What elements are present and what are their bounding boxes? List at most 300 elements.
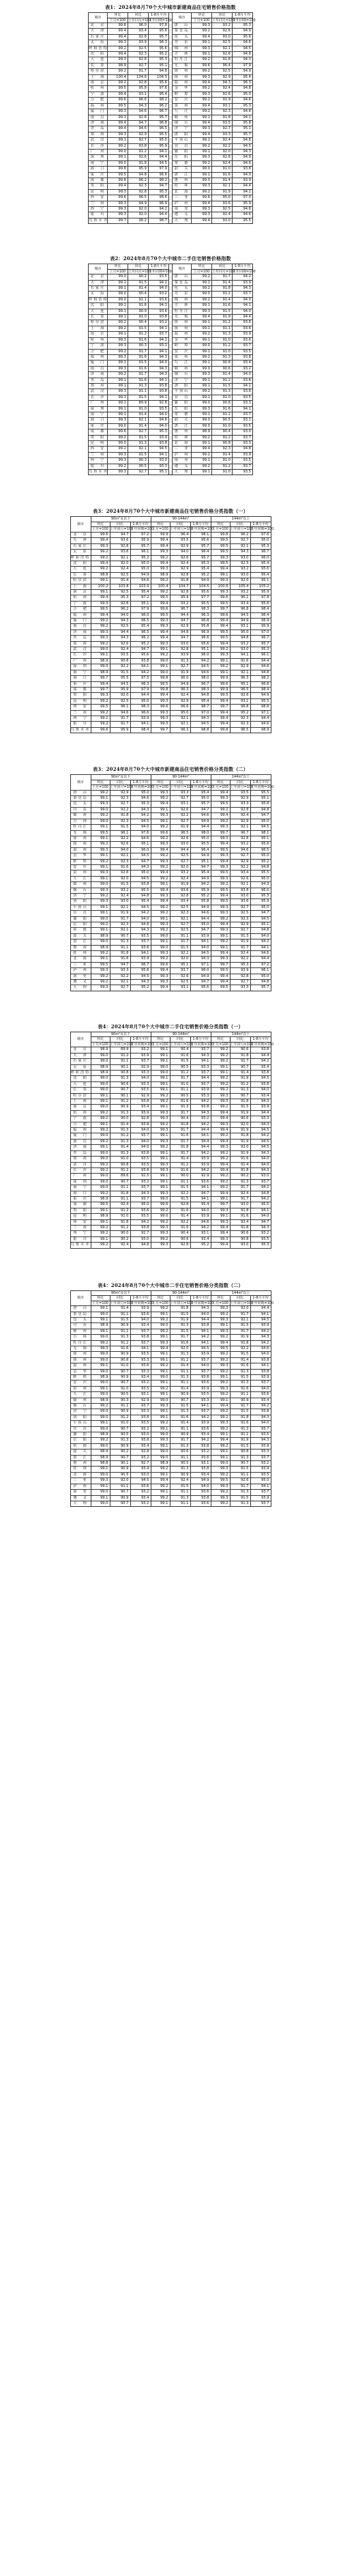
header-sublabel: 上月=100 <box>151 1042 170 1047</box>
value-cell: 99.1 <box>151 1150 170 1156</box>
value-cell: 95.2 <box>250 859 271 864</box>
value-cell: 93.2 <box>130 1455 151 1460</box>
value-cell: 93.5 <box>149 274 169 280</box>
table-row <box>70 859 271 864</box>
value-cell: 93.9 <box>128 40 149 46</box>
data-table <box>88 264 256 475</box>
value-cell: 99.5 <box>91 962 110 967</box>
value-cell: 92.6 <box>170 555 190 561</box>
header-sublabel: 上月=100 <box>91 1042 110 1047</box>
value-cell: 92.5 <box>170 980 190 985</box>
city-cell: 惠 州 <box>173 178 192 183</box>
value-cell: 93.8 <box>130 1415 151 1420</box>
value-cell: 94.4 <box>190 825 211 830</box>
city-cell: 呼和浩特 <box>89 297 108 302</box>
value-cell: 93.8 <box>250 1357 271 1363</box>
value-cell: 99.4 <box>192 34 212 40</box>
value-cell: 99.6 <box>211 595 230 601</box>
table-row <box>70 567 271 572</box>
value-cell: 91.1 <box>170 1501 190 1506</box>
table-row <box>70 1064 271 1070</box>
value-cell: 90.6 <box>110 1081 130 1087</box>
header-sublabel: 上年同期=100 <box>190 1301 214 1305</box>
value-cell: 93.7 <box>149 332 169 337</box>
value-cell: 94.6 <box>128 109 149 115</box>
value-cell: 99.3 <box>192 406 212 412</box>
header-sublabel: 上年同期=100 <box>250 527 274 532</box>
value-cell: 94.5 <box>250 1076 271 1081</box>
value-cell: 91.3 <box>230 1381 250 1386</box>
value-cell: 94.2 <box>130 670 151 675</box>
value-cell: 96.7 <box>130 962 151 967</box>
value-cell: 94.1 <box>149 149 169 154</box>
value-cell: 99.0 <box>91 819 110 824</box>
value-cell: 96.8 <box>149 120 169 126</box>
table-row <box>89 218 253 223</box>
value-cell: 92.4 <box>110 893 130 898</box>
value-cell: 94.3 <box>130 928 151 933</box>
value-cell: 92.2 <box>230 957 250 962</box>
value-cell: 99.1 <box>151 647 170 653</box>
value-cell: 94.4 <box>190 1145 211 1150</box>
value-cell: 93.4 <box>230 601 250 606</box>
value-cell: 94.0 <box>233 297 253 302</box>
city-cell: 牡丹江 <box>70 825 91 830</box>
value-cell: 92.2 <box>230 1346 250 1351</box>
table-row <box>89 143 253 149</box>
value-cell: 95.9 <box>250 899 271 905</box>
table-row <box>89 138 253 143</box>
header-label: 同比 <box>170 522 190 527</box>
value-cell: 99.1 <box>151 1335 170 1340</box>
city-cell: 南 充 <box>70 1490 91 1495</box>
value-cell: 99.3 <box>192 126 212 132</box>
city-cell: 重 庆 <box>70 681 91 687</box>
value-cell: 94.7 <box>190 807 211 812</box>
value-cell: 99.2 <box>192 452 212 457</box>
city-cell: 青 岛 <box>70 636 91 641</box>
value-cell: 99.1 <box>192 395 212 400</box>
value-cell: 96.3 <box>190 612 211 618</box>
value-cell: 91.1 <box>170 1381 190 1386</box>
value-cell: 93.3 <box>170 790 190 795</box>
value-cell: 92.7 <box>230 928 250 933</box>
value-cell: 94.2 <box>130 813 151 819</box>
value-cell: 93.7 <box>130 1196 151 1202</box>
value-cell: 91.3 <box>230 1455 250 1460</box>
value-cell: 96.1 <box>250 968 271 974</box>
city-cell: 乌鲁木齐 <box>70 1243 91 1247</box>
value-cell: 91.4 <box>230 1071 250 1076</box>
value-cell: 95.9 <box>190 888 211 893</box>
value-cell: 99.3 <box>91 847 110 853</box>
value-cell: 91.6 <box>128 366 149 371</box>
value-cell: 93.9 <box>130 1306 151 1312</box>
value-cell: 99.0 <box>151 945 170 950</box>
city-cell: 昆 明 <box>70 698 91 704</box>
value-cell: 92.4 <box>170 693 190 698</box>
value-cell: 93.0 <box>212 218 233 223</box>
value-cell: 93.6 <box>190 1381 211 1386</box>
value-cell: 99.0 <box>91 1174 110 1179</box>
value-cell: 95.5 <box>233 218 253 223</box>
value-cell: 99.2 <box>91 1110 110 1116</box>
value-cell: 91.4 <box>230 1162 250 1167</box>
value-cell: 93.6 <box>212 201 233 206</box>
table-row <box>89 435 253 440</box>
value-cell: 92.7 <box>130 1461 151 1467</box>
value-cell: 94.3 <box>250 1122 271 1127</box>
table-row <box>89 441 253 447</box>
value-cell: 99.4 <box>211 951 230 957</box>
city-cell: 秦皇岛 <box>70 1312 91 1317</box>
value-cell: 96.0 <box>190 968 211 974</box>
value-cell: 95.0 <box>130 561 151 566</box>
header-label: 环比 <box>151 1037 170 1043</box>
value-cell: 91.3 <box>110 1139 130 1144</box>
header-city: 城市 <box>70 775 91 791</box>
header-label: 同比 <box>230 1296 250 1301</box>
value-cell: 99.2 <box>211 1150 230 1156</box>
value-cell: 91.2 <box>212 464 233 469</box>
value-cell: 91.1 <box>128 389 149 395</box>
value-cell: 95.9 <box>233 201 253 206</box>
value-cell: 99.5 <box>211 985 230 991</box>
value-cell: 99.0 <box>192 343 212 349</box>
city-cell: 武 汉 <box>70 647 91 653</box>
value-cell: 99.5 <box>151 681 170 687</box>
header-label: 同比 <box>212 264 233 270</box>
header-city: 城市 <box>70 517 91 533</box>
table-row <box>89 452 253 457</box>
value-cell: 95.0 <box>130 790 151 795</box>
value-cell: 92.3 <box>110 859 130 864</box>
value-cell: 99.5 <box>151 612 170 618</box>
header-label: 同比 <box>230 1037 250 1043</box>
city-cell: 北 京 <box>89 23 108 29</box>
value-cell: 94.7 <box>190 980 211 985</box>
value-cell: 99.2 <box>151 905 170 910</box>
value-cell: 99.4 <box>211 1167 230 1173</box>
value-cell: 94.1 <box>130 951 151 957</box>
header-row <box>70 517 271 522</box>
value-cell: 99.0 <box>91 1381 110 1386</box>
value-cell: 99.2 <box>108 464 128 469</box>
value-cell: 95.0 <box>130 698 151 704</box>
value-cell: 99.3 <box>151 790 170 795</box>
city-cell: 贵 阳 <box>70 1208 91 1213</box>
value-cell: 99.5 <box>91 607 110 612</box>
value-cell: 99.2 <box>91 859 110 864</box>
value-cell: 90.8 <box>110 1162 130 1167</box>
city-cell: 深 圳 <box>70 1179 91 1185</box>
value-cell: 91.1 <box>110 1329 130 1334</box>
value-cell: 91.1 <box>230 1432 250 1438</box>
value-cell: 92.6 <box>212 155 233 160</box>
value-cell: 93.9 <box>230 968 250 974</box>
value-cell: 99.3 <box>211 1317 230 1322</box>
table-row <box>70 1167 271 1173</box>
value-cell: 94.1 <box>233 383 253 388</box>
header-sublabel: 上年同月=100 <box>230 527 254 532</box>
value-cell: 99.1 <box>91 1099 110 1105</box>
value-cell: 99.6 <box>211 612 230 618</box>
value-cell: 90.5 <box>128 464 149 469</box>
city-cell: 厦 门 <box>89 360 108 366</box>
value-cell: 96.2 <box>128 218 149 223</box>
value-cell: 96.6 <box>149 172 169 178</box>
header-sublabel: 上年同期=100 <box>190 785 214 790</box>
city-cell: 韶 关 <box>173 418 192 423</box>
value-cell: 99.4 <box>151 561 170 566</box>
header-sublabel: 上年同期=100 <box>190 1042 214 1047</box>
value-cell: 91.2 <box>212 320 233 326</box>
value-cell: 94.0 <box>250 1214 271 1219</box>
value-cell: 94.5 <box>130 853 151 859</box>
value-cell: 95.4 <box>190 871 211 876</box>
value-cell: 93.5 <box>212 120 233 126</box>
value-cell: 99.1 <box>108 406 128 412</box>
value-cell: 95.3 <box>190 561 211 566</box>
table-row <box>89 297 253 302</box>
city-cell: 包 头 <box>173 34 192 40</box>
value-cell: 99.4 <box>211 1116 230 1122</box>
value-cell: 93.3 <box>250 1449 271 1455</box>
value-cell: 99.3 <box>211 578 230 584</box>
value-cell: 91.5 <box>128 360 149 366</box>
value-cell: 94.3 <box>250 1438 271 1443</box>
value-cell: 99.2 <box>91 893 110 898</box>
value-cell: 99.5 <box>211 636 230 641</box>
value-cell: 93.5 <box>233 470 253 475</box>
value-cell: 93.5 <box>130 1157 151 1162</box>
value-cell: 99.8 <box>108 23 128 29</box>
header-label: 环比 <box>108 264 128 270</box>
value-cell: 99.3 <box>211 928 230 933</box>
value-cell: 90.7 <box>110 933 130 939</box>
value-cell: 99.4 <box>211 567 230 572</box>
table-row <box>70 807 271 812</box>
city-cell: 惠 州 <box>70 945 91 950</box>
value-cell: 93.9 <box>233 178 253 183</box>
value-cell: 92.5 <box>212 207 233 212</box>
table-row <box>70 1478 271 1484</box>
city-cell: 大 连 <box>70 1081 91 1087</box>
value-cell: 96.3 <box>233 81 253 86</box>
value-cell: 93.3 <box>230 802 250 807</box>
table-row <box>89 115 253 120</box>
city-cell: 锦 州 <box>70 1329 91 1334</box>
table-row <box>89 406 253 412</box>
city-cell: 桂 林 <box>173 435 192 440</box>
value-cell: 91.7 <box>170 1076 190 1081</box>
value-cell: 91.1 <box>110 1484 130 1489</box>
value-cell: 96.6 <box>130 710 151 716</box>
value-cell: 99.0 <box>211 1461 230 1467</box>
value-cell: 93.9 <box>250 1495 271 1501</box>
value-cell: 94.7 <box>110 532 130 537</box>
value-cell: 99.2 <box>151 1093 170 1099</box>
value-cell: 92.6 <box>110 842 130 847</box>
value-cell: 94.6 <box>233 98 253 103</box>
value-cell: 94.0 <box>149 286 169 292</box>
value-cell: 93.5 <box>233 349 253 354</box>
value-cell: 90.3 <box>128 343 149 349</box>
value-cell: 92.1 <box>212 184 233 189</box>
city-cell: 天 津 <box>89 29 108 34</box>
city-cell: 南 充 <box>173 458 192 464</box>
value-cell: 94.2 <box>190 1438 211 1443</box>
header-group: 90m²及以下 <box>91 775 151 780</box>
value-cell: 95.0 <box>250 905 271 910</box>
value-cell: 99.0 <box>192 292 212 297</box>
value-cell: 99.3 <box>151 951 170 957</box>
value-cell: 99.0 <box>192 423 212 429</box>
city-cell: 襄 阳 <box>70 1432 91 1438</box>
value-cell: 91.5 <box>110 1317 130 1322</box>
value-cell: 99.1 <box>108 303 128 309</box>
table-row <box>70 1059 271 1064</box>
value-cell: 99.1 <box>192 470 212 475</box>
table-row <box>70 905 271 910</box>
value-cell: 99.3 <box>211 825 230 830</box>
value-cell: 94.5 <box>233 46 253 51</box>
value-cell: 92.7 <box>170 819 190 824</box>
value-cell: 92.0 <box>170 957 190 962</box>
value-cell: 93.6 <box>110 538 130 543</box>
table-row <box>70 1374 271 1380</box>
value-cell: 91.6 <box>170 1415 190 1420</box>
value-cell: 92.9 <box>130 1064 151 1070</box>
value-cell: 99.1 <box>192 115 212 120</box>
value-cell: 99.2 <box>108 372 128 378</box>
city-cell: 襄 阳 <box>173 149 192 154</box>
value-cell: 94.4 <box>250 1110 271 1116</box>
value-cell: 93.7 <box>170 968 190 974</box>
header-label: 环比 <box>91 1037 110 1043</box>
value-cell: 99.2 <box>91 790 110 795</box>
header-sublabel: 上月=100 <box>211 1042 230 1047</box>
value-cell: 99.1 <box>151 1053 170 1058</box>
value-cell: 94.7 <box>250 911 271 916</box>
city-cell: 温 州 <box>173 332 192 337</box>
value-cell: 99.2 <box>192 389 212 395</box>
value-cell: 99.3 <box>151 859 170 864</box>
value-cell: 99.2 <box>91 722 110 727</box>
value-cell: 99.2 <box>108 349 128 354</box>
value-cell: 93.5 <box>230 790 250 795</box>
city-cell: 大 理 <box>173 470 192 475</box>
table-row <box>70 590 271 595</box>
value-cell: 94.5 <box>130 1478 151 1484</box>
value-cell: 99.2 <box>211 1357 230 1363</box>
value-cell: 99.2 <box>211 664 230 670</box>
value-cell: 91.6 <box>230 658 250 664</box>
value-cell: 99.1 <box>108 155 128 160</box>
value-cell: 93.7 <box>233 464 253 469</box>
value-cell: 91.2 <box>110 1053 130 1058</box>
value-cell: 94.0 <box>190 945 211 950</box>
city-cell: 唐 山 <box>173 274 192 280</box>
value-cell: 99.8 <box>151 687 170 692</box>
value-cell: 99.4 <box>151 1478 170 1484</box>
value-cell: 96.0 <box>250 888 271 893</box>
value-cell: 95.7 <box>190 802 211 807</box>
value-cell: 96.2 <box>149 103 169 109</box>
value-cell: 92.9 <box>230 796 250 802</box>
value-cell: 99.1 <box>91 1145 110 1150</box>
value-cell: 95.5 <box>250 698 271 704</box>
value-cell: 99.4 <box>192 218 212 223</box>
value-cell: 99.7 <box>211 1202 230 1208</box>
value-cell: 99.4 <box>192 315 212 320</box>
value-cell: 93.9 <box>250 1467 271 1472</box>
value-cell: 99.1 <box>91 1363 110 1369</box>
value-cell: 92.7 <box>230 538 250 543</box>
value-cell: 98.9 <box>91 1196 110 1202</box>
city-cell: 杭 州 <box>89 86 108 91</box>
value-cell: 91.5 <box>170 1185 190 1191</box>
value-cell: 103.8 <box>110 584 130 589</box>
value-cell: 93.5 <box>130 1088 151 1093</box>
value-cell: 99.2 <box>211 1472 230 1477</box>
value-cell: 94.0 <box>110 612 130 618</box>
value-cell: 96.3 <box>170 727 190 733</box>
value-cell: 99.1 <box>151 916 170 922</box>
value-cell: 93.0 <box>230 1243 250 1248</box>
value-cell: 92.6 <box>230 1478 250 1484</box>
header-sublabel: 上年同月=100 <box>230 1042 254 1047</box>
value-cell: 94.8 <box>250 670 271 675</box>
value-cell: 94.5 <box>233 143 253 149</box>
value-cell: 94.8 <box>250 1191 271 1196</box>
value-cell: 99.2 <box>91 1340 110 1346</box>
city-cell: 丹 东 <box>70 807 91 812</box>
value-cell: 94.8 <box>230 636 250 641</box>
table-row <box>89 120 253 126</box>
city-cell: 湛 江 <box>173 423 192 429</box>
value-cell: 93.4 <box>130 1323 151 1329</box>
value-cell: 90.3 <box>128 458 149 464</box>
value-cell: 99.1 <box>91 825 110 830</box>
value-cell: 94.4 <box>250 1053 271 1058</box>
value-cell: 93.0 <box>230 647 250 653</box>
value-cell: 94.1 <box>230 653 250 658</box>
value-cell: 99.0 <box>151 1455 170 1460</box>
value-cell: 91.9 <box>110 911 130 916</box>
value-cell: 93.7 <box>250 1490 271 1495</box>
value-cell: 91.3 <box>230 1426 250 1432</box>
city-cell: 贵 阳 <box>70 693 91 698</box>
header-group: 144m²以上 <box>211 517 271 522</box>
value-cell: 96.5 <box>250 847 271 853</box>
value-cell: 99.3 <box>91 899 110 905</box>
value-cell: 97.8 <box>250 595 271 601</box>
table-row <box>70 1214 271 1219</box>
city-cell: 蚌 埠 <box>70 1374 91 1380</box>
table-row <box>70 1381 271 1386</box>
city-cell: 泉 州 <box>173 354 192 360</box>
value-cell: 95.6 <box>233 34 253 40</box>
value-cell: 91.4 <box>212 280 233 285</box>
value-cell: 94.8 <box>149 69 169 74</box>
header-label: 环比 <box>192 13 212 18</box>
value-cell: 94.0 <box>130 825 151 830</box>
value-cell: 91.6 <box>170 1167 190 1173</box>
header-label: 同比 <box>110 522 130 527</box>
value-cell: 92.1 <box>110 555 130 561</box>
value-cell: 95.2 <box>230 710 250 716</box>
